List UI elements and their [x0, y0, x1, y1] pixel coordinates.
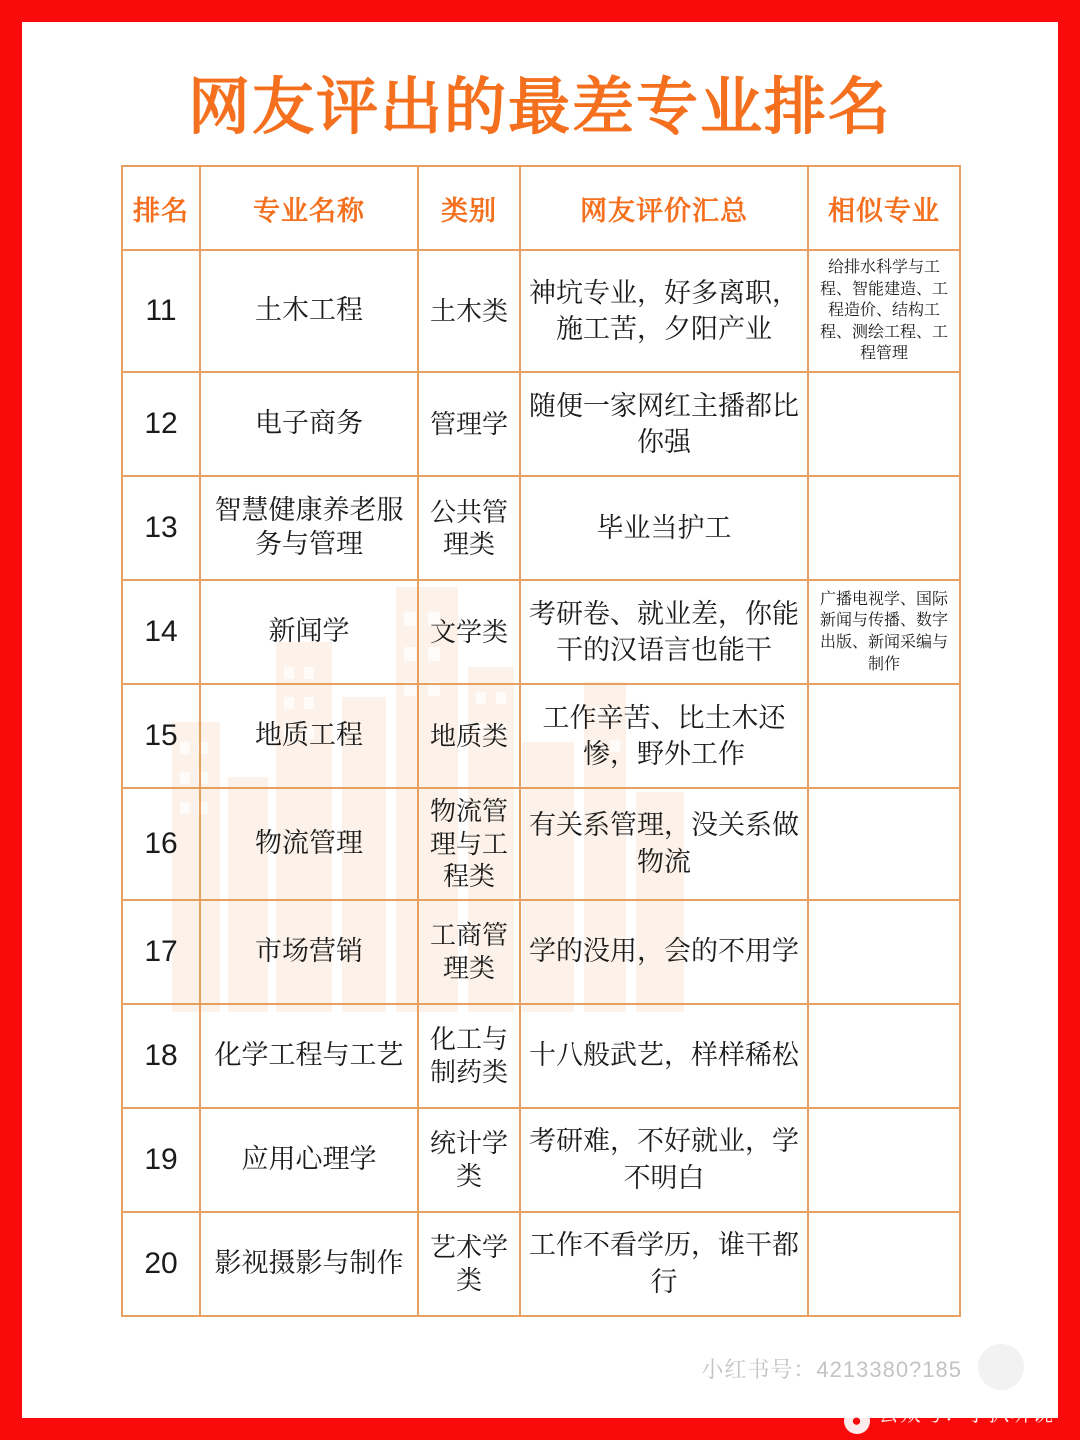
cell-similar: 给排水科学与工程、智能建造、工程造价、结构工程、测绘工程、工程管理 — [808, 250, 960, 372]
cell-category: 管理学 — [418, 372, 520, 476]
wechat-icon: ● — [844, 1408, 870, 1434]
cell-rank: 13 — [122, 476, 200, 580]
cell-similar — [808, 1212, 960, 1316]
cell-major: 影视摄影与制作 — [200, 1212, 418, 1316]
cell-rank: 20 — [122, 1212, 200, 1316]
cell-similar — [808, 372, 960, 476]
cell-review: 考研卷、就业差，你能干的汉语言也能干 — [520, 580, 808, 684]
cell-category: 公共管理类 — [418, 476, 520, 580]
footer-watermark-text: 公众号：小扒听说 — [878, 1403, 1054, 1426]
cell-similar — [808, 1004, 960, 1108]
cell-category: 文学类 — [418, 580, 520, 684]
cell-review: 考研难，不好就业，学不明白 — [520, 1108, 808, 1212]
table-row — [122, 684, 960, 788]
table-row — [122, 1212, 960, 1316]
header-category: 类别 — [418, 166, 520, 250]
cell-review: 十八般武艺，样样稀松 — [520, 1004, 808, 1108]
cell-rank: 18 — [122, 1004, 200, 1108]
cell-rank: 16 — [122, 788, 200, 900]
cell-review: 毕业当护工 — [520, 476, 808, 580]
cell-category: 物流管理与工程类 — [418, 788, 520, 900]
cell-major: 物流管理 — [200, 788, 418, 900]
table-row — [122, 788, 960, 900]
cell-rank: 15 — [122, 684, 200, 788]
cell-rank: 14 — [122, 580, 200, 684]
table-row — [122, 1108, 960, 1212]
cell-major: 土木工程 — [200, 250, 418, 372]
table-row — [122, 250, 960, 372]
cell-major: 新闻学 — [200, 580, 418, 684]
cell-review: 学的没用，会的不用学 — [520, 900, 808, 1004]
cell-rank: 17 — [122, 900, 200, 1004]
cell-major: 电子商务 — [200, 372, 418, 476]
cell-similar — [808, 1108, 960, 1212]
cell-rank: 19 — [122, 1108, 200, 1212]
cell-category: 地质类 — [418, 684, 520, 788]
ranking-table — [121, 165, 961, 1316]
table-row — [122, 1004, 960, 1108]
cell-similar — [808, 788, 960, 900]
cell-category: 统计学类 — [418, 1108, 520, 1212]
page-title: 网友评出的最差专业排名 — [187, 70, 892, 143]
cell-major: 智慧健康养老服务与管理 — [200, 476, 418, 580]
inner-watermark: 小红书号：4213380?185 — [701, 1357, 962, 1382]
footer-watermark — [0, 1398, 1080, 1434]
cell-major: 应用心理学 — [200, 1108, 418, 1212]
cell-similar — [808, 900, 960, 1004]
header-rank: 排名 — [122, 166, 200, 250]
cell-category: 化工与制药类 — [418, 1004, 520, 1108]
table-row — [122, 900, 960, 1004]
cell-review: 有关系管理，没关系做物流 — [520, 788, 808, 900]
cell-category: 工商管理类 — [418, 900, 520, 1004]
table-row — [122, 580, 960, 684]
cell-major: 化学工程与工艺 — [200, 1004, 418, 1108]
cell-rank: 12 — [122, 372, 200, 476]
table-header-row — [122, 166, 960, 250]
cell-major: 市场营销 — [200, 900, 418, 1004]
cell-review: 随便一家网红主播都比你强 — [520, 372, 808, 476]
header-similar: 相似专业 — [808, 166, 960, 250]
header-major: 专业名称 — [200, 166, 418, 250]
ranking-table-wrap — [121, 165, 959, 1316]
cell-major: 地质工程 — [200, 684, 418, 788]
poster-card — [22, 22, 1058, 1418]
cell-review: 工作不看学历，谁干都行 — [520, 1212, 808, 1316]
cell-category: 土木类 — [418, 250, 520, 372]
watermark-logo — [978, 1344, 1024, 1390]
table-row — [122, 372, 960, 476]
cell-category: 艺术学类 — [418, 1212, 520, 1316]
cell-similar — [808, 684, 960, 788]
cell-rank: 11 — [122, 250, 200, 372]
header-review: 网友评价汇总 — [520, 166, 808, 250]
cell-similar — [808, 476, 960, 580]
table-row — [122, 476, 960, 580]
cell-review: 神坑专业，好多离职，施工苦，夕阳产业 — [520, 250, 808, 372]
cell-similar: 广播电视学、国际新闻与传播、数字出版、新闻采编与制作 — [808, 580, 960, 684]
cell-review: 工作辛苦、比土木还惨，野外工作 — [520, 684, 808, 788]
